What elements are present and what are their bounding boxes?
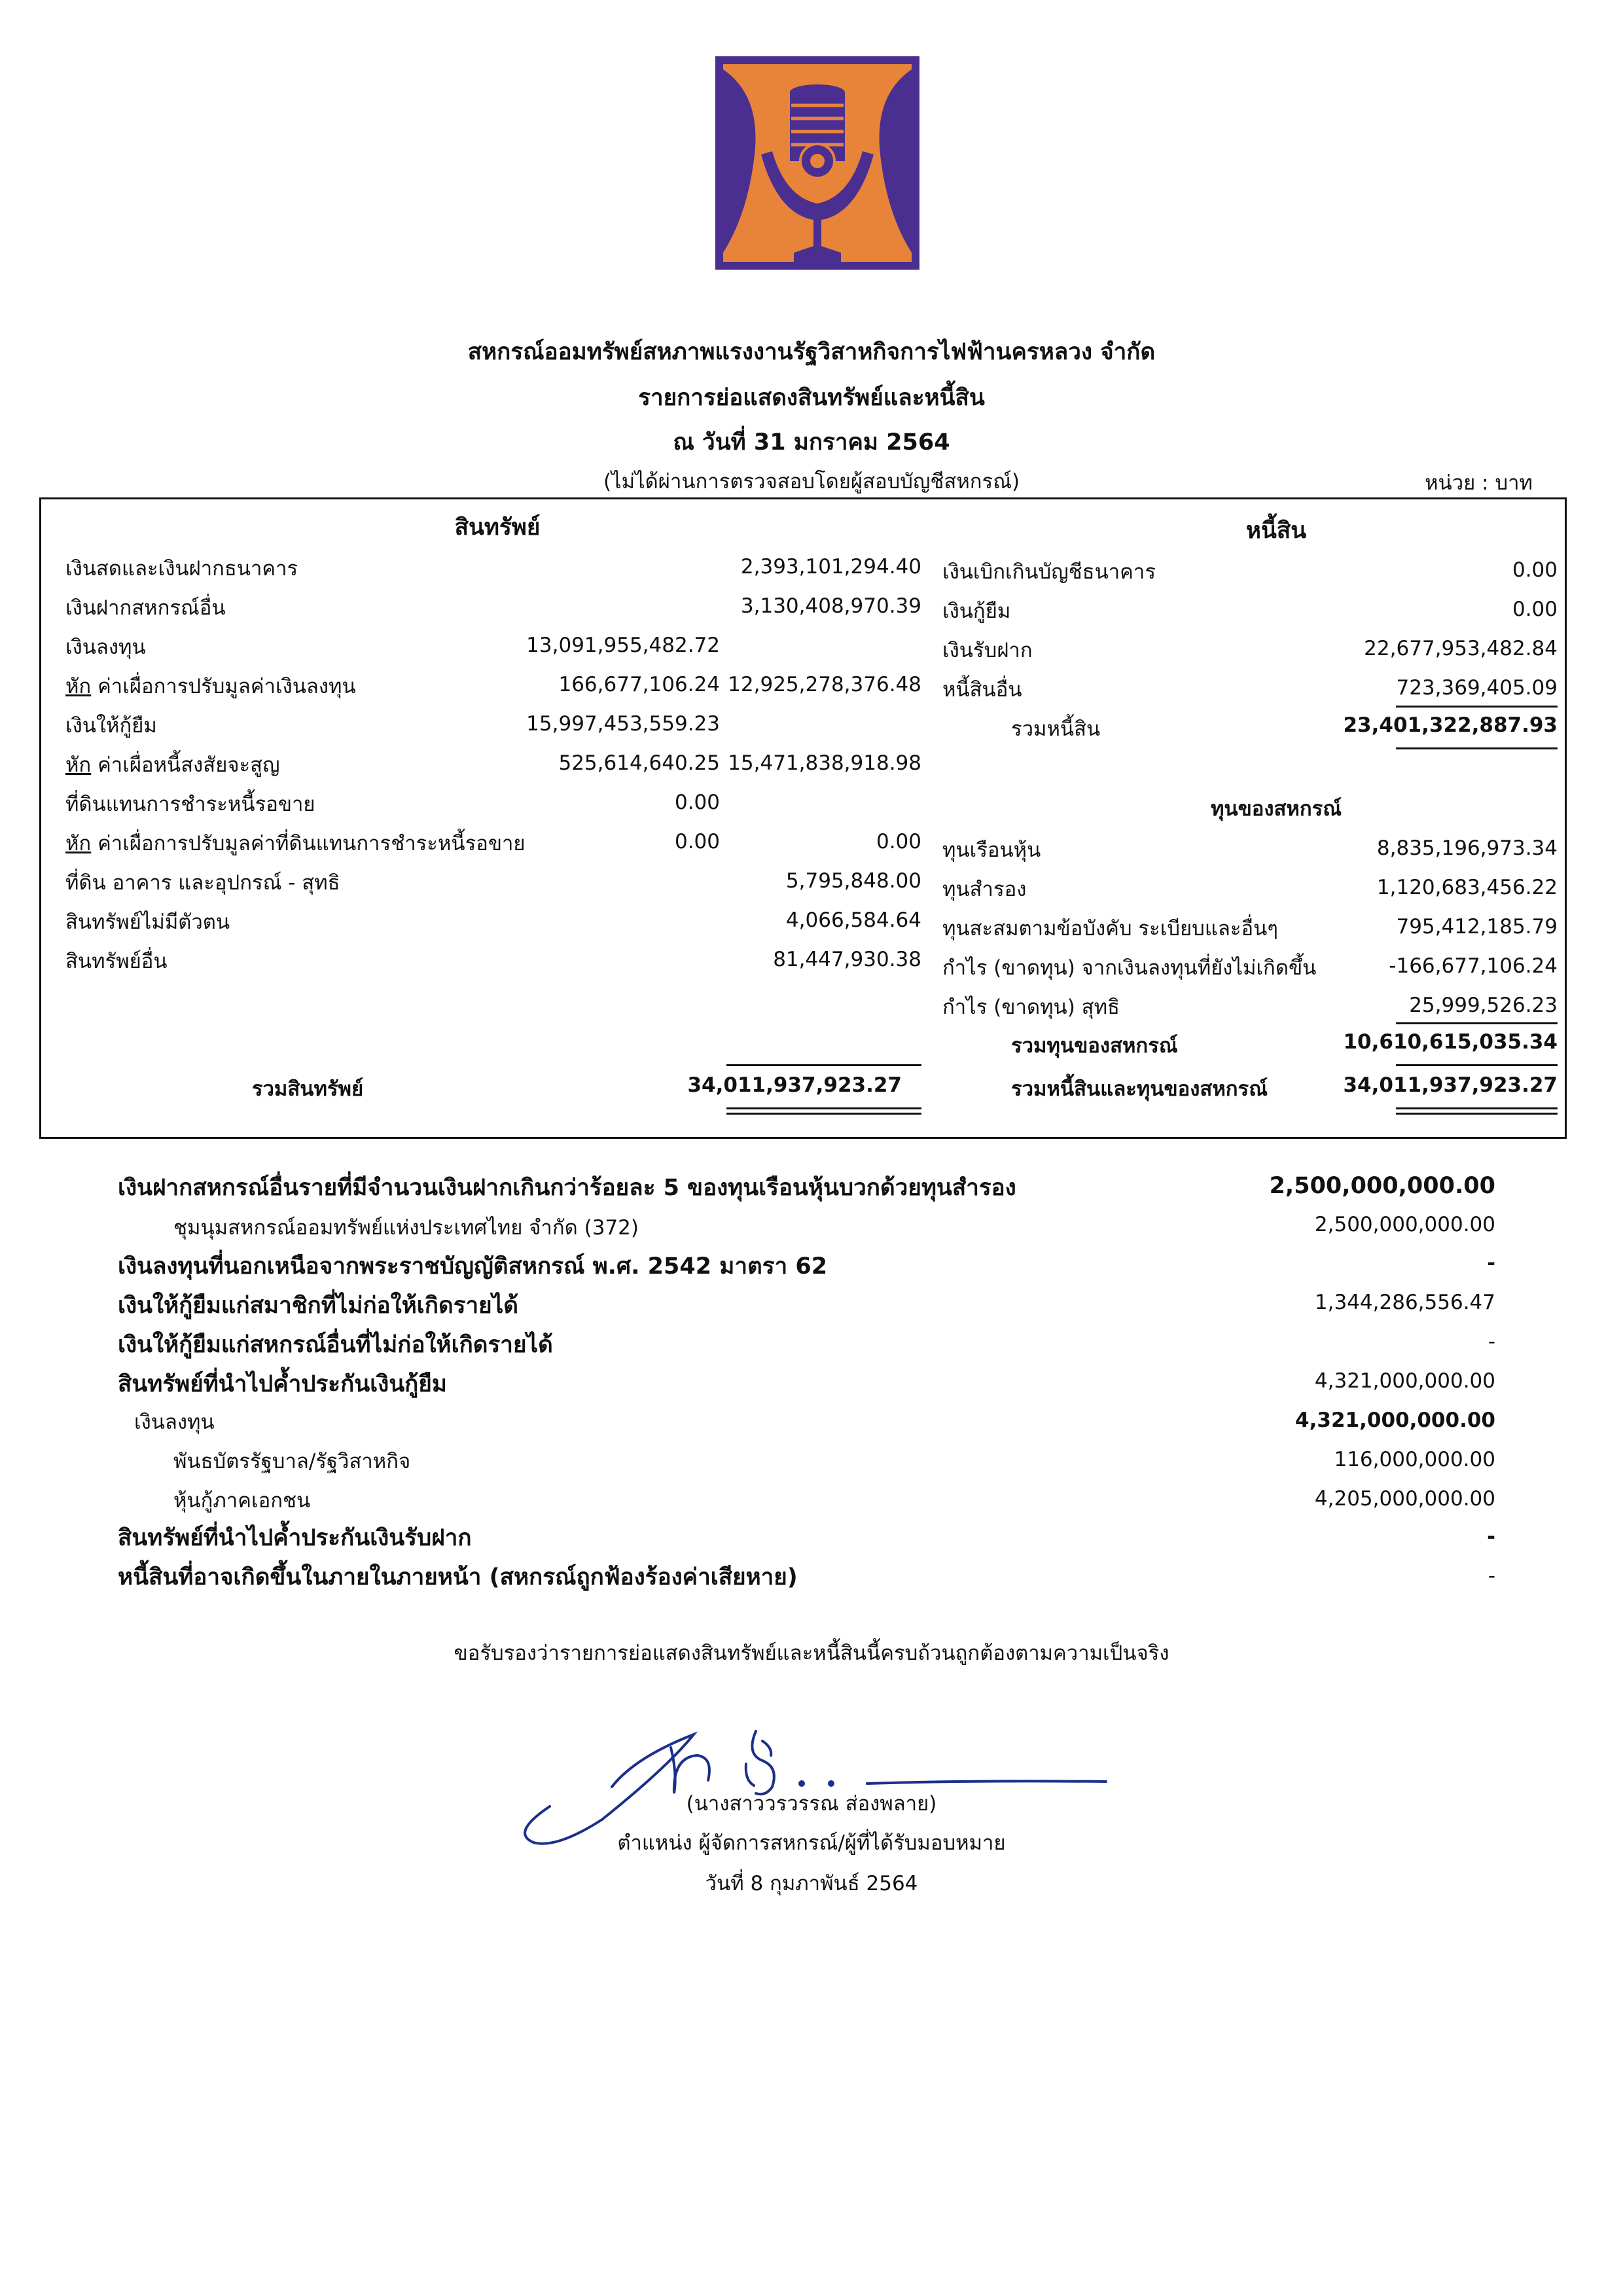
equity-heading: ทุนของสหกรณ์ — [1210, 797, 1342, 821]
note-label: เงินลงทุน — [134, 1410, 215, 1434]
total-assets-label: รวมสินทรัพย์ — [251, 1077, 364, 1101]
assets-heading: สินทรัพย์ — [454, 514, 541, 541]
total-equity-label: รวมทุนของสหกรณ์ — [1011, 1034, 1178, 1058]
signatory-name: (นางสาววรวรรณ ส่องพลาย) — [686, 1792, 937, 1816]
document-title: รายการย่อแสดงสินทรัพย์และหนี้สิน — [638, 385, 985, 411]
equity-row-value: 1,120,683,456.22 — [1376, 876, 1558, 899]
total-equity-value: 10,610,615,035.34 — [1343, 1030, 1558, 1054]
equity-row-label: ทุนสะสมตามข้อบังคับ ระเบียบและอื่นๆ — [942, 917, 1278, 941]
unit-label: หน่วย : บาท — [1425, 471, 1533, 495]
note-label: เงินลงทุนที่นอกเหนือจากพระราชบัญญัติสหกรณ์ พ.ศ. 2542 มาตรา 62 — [118, 1253, 828, 1280]
grand-total-label: รวมหนี้สินและทุนของสหกรณ์ — [1011, 1077, 1268, 1101]
equity-row-label: กำไร (ขาดทุน) จากเงินลงทุนที่ยังไม่เกิดขึ้น — [942, 956, 1317, 980]
note-label: หนี้สินที่อาจเกิดขึ้นในภายในภายหน้า (สหกรณ์ถูกฟ้องร้องค่าเสียหาย) — [118, 1564, 798, 1590]
less-prefix: หัก — [65, 753, 92, 777]
asset-row-label: หัก ค่าเผื่อหนี้สงสัยจะสูญ — [65, 753, 280, 777]
organization-name: สหกรณ์ออมทรัพย์สหภาพแรงงานรัฐวิสาหกิจการไฟฟ้านครหลวง จำกัด — [467, 339, 1156, 365]
asset-row-label: เงินให้กู้ยืม — [65, 714, 157, 738]
note-label: สินทรัพย์ที่นำไปค้ำประกันเงินรับฝาก — [118, 1525, 472, 1551]
assets-total-rule — [726, 1064, 921, 1066]
equity-row-value: 8,835,196,973.34 — [1376, 836, 1558, 860]
note-label: เงินให้กู้ยืมแก่สมาชิกที่ไม่ก่อให้เกิดรายได้ — [118, 1293, 518, 1319]
asset-row-subvalue: 13,091,955,482.72 — [526, 634, 720, 657]
note-label: เงินให้กู้ยืมแก่สหกรณ์อื่นที่ไม่ก่อให้เกิดรายได้ — [118, 1332, 553, 1358]
asset-row-label: เงินสดและเงินฝากธนาคาร — [65, 557, 298, 581]
liabilities-heading: หนี้สิน — [1245, 518, 1307, 544]
equity-total-rule — [1396, 1022, 1558, 1024]
liability-row-label: เงินรับฝาก — [942, 639, 1033, 662]
note-label: ชุมนุมสหกรณ์ออมทรัพย์แห่งประเทศไทย จำกัด (372) — [173, 1216, 639, 1240]
liability-row-value: 723,369,405.09 — [1396, 676, 1558, 700]
asset-row-value: 2,393,101,294.40 — [740, 555, 921, 579]
liability-row-label: เงินเบิกเกินบัญชีธนาคาร — [942, 560, 1156, 584]
note-value: - — [1488, 1330, 1495, 1354]
asset-row-label: หัก ค่าเผื่อการปรับมูลค่าเงินลงทุน — [65, 675, 356, 698]
note-value: 4,321,000,000.00 — [1295, 1408, 1495, 1432]
certification-date: วันที่ 8 กุมภาพันธ์ 2564 — [705, 1872, 918, 1895]
signatory-position: ตำแหน่ง ผู้จัดการสหกรณ์/ผู้ที่ได้รับมอบหมาย — [617, 1831, 1006, 1855]
less-prefix: หัก — [65, 832, 92, 855]
equity-row-label: ทุนสำรอง — [942, 878, 1027, 901]
signature — [497, 1695, 1126, 1846]
note-value: 2,500,000,000.00 — [1314, 1213, 1495, 1236]
statement-date: ณ วันที่ 31 มกราคม 2564 — [673, 429, 950, 456]
grand-total-double-rule — [1396, 1107, 1558, 1115]
asset-row-subvalue: 0.00 — [674, 791, 720, 814]
asset-row-label: สินทรัพย์อื่น — [65, 950, 168, 973]
asset-row-label: หัก ค่าเผื่อการปรับมูลค่าที่ดินแทนการชำระหนี้รอขาย — [65, 832, 526, 855]
liabilities-total-rule — [1396, 706, 1558, 708]
note-value: - — [1488, 1564, 1495, 1588]
equity-row-value: -166,677,106.24 — [1389, 954, 1558, 978]
asset-row-label: ที่ดิน อาคาร และอุปกรณ์ - สุทธิ — [65, 871, 340, 895]
note-label: หุ้นกู้ภาคเอกชน — [173, 1489, 311, 1513]
liability-row-value: 0.00 — [1512, 558, 1558, 582]
asset-row-value: 4,066,584.64 — [785, 908, 921, 932]
note-label: พันธบัตรรัฐบาล/รัฐวิสาหกิจ — [173, 1450, 411, 1473]
liabilities-total-underline — [1396, 747, 1558, 749]
liability-row-label: หนี้สินอื่น — [942, 678, 1022, 702]
asset-row-value: 81,447,930.38 — [773, 948, 921, 971]
audit-note: (ไม่ได้ผ่านการตรวจสอบโดยผู้สอบบัญชีสหกรณ์) — [603, 470, 1020, 493]
asset-row-subvalue: 525,614,640.25 — [558, 751, 720, 775]
asset-row-label: เงินลงทุน — [65, 636, 146, 659]
note-label: เงินฝากสหกรณ์อื่นรายที่มีจำนวนเงินฝากเกินกว่าร้อยละ 5 ของทุนเรือนหุ้นบวกด้วยทุนสำรอง — [118, 1175, 1016, 1201]
equity-row-value: 25,999,526.23 — [1409, 994, 1558, 1017]
total-liabilities-value: 23,401,322,887.93 — [1343, 713, 1558, 737]
grand-total-value: 34,011,937,923.27 — [1343, 1073, 1558, 1097]
note-label: สินทรัพย์ที่นำไปค้ำประกันเงินกู้ยืม — [118, 1371, 447, 1397]
equity-row-label: กำไร (ขาดทุน) สุทธิ — [942, 996, 1120, 1019]
grand-total-rule — [1396, 1064, 1558, 1066]
asset-row-subvalue: 166,677,106.24 — [558, 673, 720, 696]
equity-row-label: ทุนเรือนหุ้น — [942, 838, 1041, 862]
asset-row-label: เงินฝากสหกรณ์อื่น — [65, 596, 226, 620]
note-value: 4,321,000,000.00 — [1314, 1369, 1495, 1393]
less-prefix: หัก — [65, 675, 92, 698]
note-value: 116,000,000.00 — [1334, 1448, 1495, 1471]
asset-row-value: 12,925,278,376.48 — [728, 673, 921, 696]
note-value: - — [1487, 1251, 1495, 1275]
asset-row-subvalue: 0.00 — [674, 830, 720, 853]
note-value: - — [1487, 1525, 1495, 1549]
equity-row-value: 795,412,185.79 — [1396, 915, 1558, 939]
asset-row-value: 0.00 — [876, 830, 921, 853]
assets-total-double-rule — [726, 1107, 921, 1115]
liability-row-value: 22,677,953,482.84 — [1364, 637, 1558, 660]
note-value: 2,500,000,000.00 — [1269, 1173, 1495, 1199]
note-value: 4,205,000,000.00 — [1314, 1487, 1495, 1511]
asset-row-subvalue: 15,997,453,559.23 — [526, 712, 720, 736]
asset-row-value: 5,795,848.00 — [785, 869, 921, 893]
note-value: 1,344,286,556.47 — [1314, 1291, 1495, 1314]
cooperative-logo — [715, 56, 919, 270]
asset-row-value: 15,471,838,918.98 — [728, 751, 921, 775]
total-assets-value: 34,011,937,923.27 — [687, 1073, 902, 1097]
liability-row-value: 0.00 — [1512, 598, 1558, 621]
asset-row-label: สินทรัพย์ไม่มีตัวตน — [65, 910, 230, 934]
liability-row-label: เงินกู้ยืม — [942, 600, 1011, 623]
total-liabilities-label: รวมหนี้สิน — [1011, 717, 1101, 741]
certification-statement: ขอรับรองว่ารายการย่อแสดงสินทรัพย์และหนี้สินนี้ครบถ้วนถูกต้องตามความเป็นจริง — [454, 1641, 1169, 1665]
asset-row-label: ที่ดินแทนการชำระหนี้รอขาย — [65, 793, 315, 816]
asset-row-value: 3,130,408,970.39 — [740, 594, 921, 618]
